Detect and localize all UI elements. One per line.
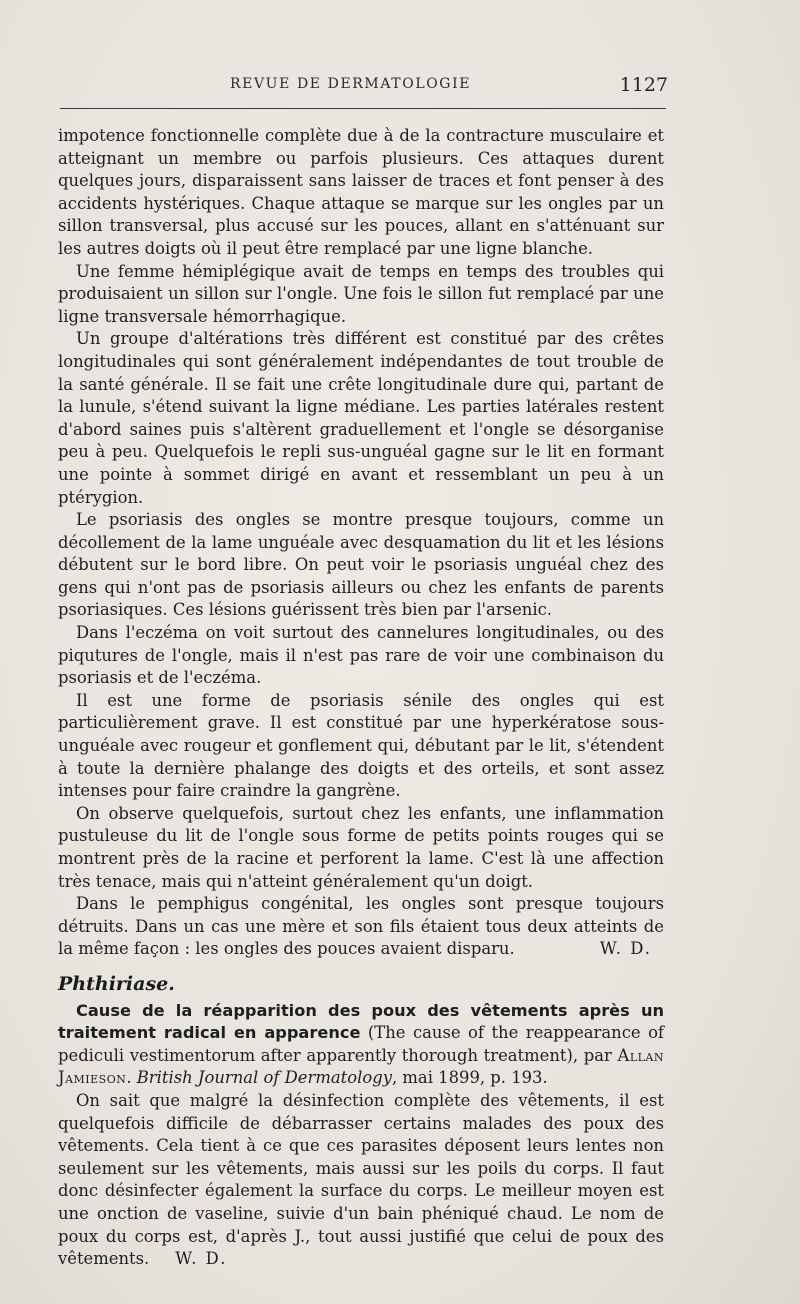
article-subtitle: (The cause of the reappearance of pediculi vestimentorum after apparently thorough treatment), par <box>58 1023 664 1065</box>
paragraph: impotence fonctionnelle complète due à de la contracture musculaire et atteignant un membre ou parfois plusieurs. Ces attaques durent quelques jours, disparaissent sans laisser de traces et font penser à des accidents hystériques. Chaque attaque se marque sur les ongles par un sillon transversal, plus accusé sur les pouces, allant en s'atténuant sur les autres doigts où il peut être remplacé par une ligne blanche. <box>58 126 664 258</box>
citation: , mai 1899, p. 193. <box>391 1068 548 1088</box>
paragraph: Dans l'eczéma on voit surtout des cannelures longitudinales, ou des piqutures de l'ongle, mais il n'est pas rare de voir une combinaison du psoriasis et de l'eczéma. <box>58 623 664 688</box>
paragraph-with-signature <box>58 1090 664 1271</box>
running-title: REVUE DE DERMATOLOGIE <box>230 76 472 92</box>
paragraph-with-signature <box>58 893 664 961</box>
signature: W. D. <box>599 939 652 959</box>
paragraph-text: On sait que malgré la désinfection complète des vêtements, il est quelquefois difficile de débarrasser certains malades des poux des vêtements. Cela tient à ce que ces parasites déposent leurs lentes non seulement sur les vêtements, mais aussi sur les poils du corps. Il faut donc désinfecter également la surface du corps. Le meilleur moyen est une onction de vaseline, suivie d'un bain phéniqué chaud. Le nom de poux du corps est, d'après J., tout aussi justifié que celui de poux des vêtements. <box>58 1090 664 1269</box>
author-suffix: . <box>126 1068 137 1088</box>
paragraph: Le psoriasis des ongles se montre presque toujours, comme un décollement de la lame unguéale avec desquamation du lit et les lésions débutent sur le bord libre. On peut voir le psoriasis unguéal chez des gens qui n'ont pas de psoriasis ailleurs ou chez les enfants de parents psoriasiques. Ces lésions guérissent très bien par l'arsenic. <box>58 510 664 620</box>
paragraph: Un groupe d'altérations très différent est constitué par des crêtes longitudinales qui sont généralement indépendantes de tout trouble de la santé générale. Il se fait une crête longitudinale dure qui, partant de la lunule, s'étend suivant la ligne médiane. Les parties latérales restent d'abord saines puis s'altèrent graduellement et l'ongle se désorganise peu à peu. Quelquefois le repli sus-unguéal gagne sur le lit en formant une pointe à sommet dirigé en avant et ressemblant un peu à un ptérygion. <box>58 329 664 507</box>
journal-name: British Journal of Dermatology <box>136 1068 392 1088</box>
paragraph-text: Dans le pemphigus congénital, les ongles sont presque toujours détruits. Dans un cas une mère et son fils étaient tous deux atteints de la même façon : les ongles des pouces avaient disparu. <box>58 894 664 959</box>
page-header <box>60 76 668 98</box>
signature: W. D. <box>175 1249 228 1269</box>
paragraph: Une femme hémiplégique avait de temps en temps des troubles qui produisaient un sillon sur l'ongle. Une fois le sillon fut remplacé par une ligne transversale hémorrhagique. <box>58 261 664 326</box>
article-heading <box>58 1000 664 1090</box>
page-body <box>58 125 664 1271</box>
article-author: Allan Jamieson <box>58 1045 664 1088</box>
paragraph: On observe quelquefois, surtout chez les enfants, une inflammation pustuleuse du lit de l'ongle sous forme de petits points rouges qui se montrent près de la racine et perforent la lame. C'est là une affection très tenace, mais qui n'atteint généralement qu'un doigt. <box>58 803 664 891</box>
article-title: Cause de la réapparition des poux des vêtements après un traitement radical en apparence <box>58 1000 664 1043</box>
section-title: Phthiriase. <box>58 972 175 995</box>
paragraph: Il est une forme de psoriasis sénile des ongles qui est particulièrement grave. Il est constitué par une hyperkératose sous-unguéale avec rougeur et gonflement qui, débutant par le lit, s'étendent à toute la dernière phalange des doigts et des orteils, et sont assez intenses pour faire craindre la gangrène. <box>58 690 664 801</box>
header-rule <box>60 108 666 109</box>
page-number: 1127 <box>619 74 668 96</box>
